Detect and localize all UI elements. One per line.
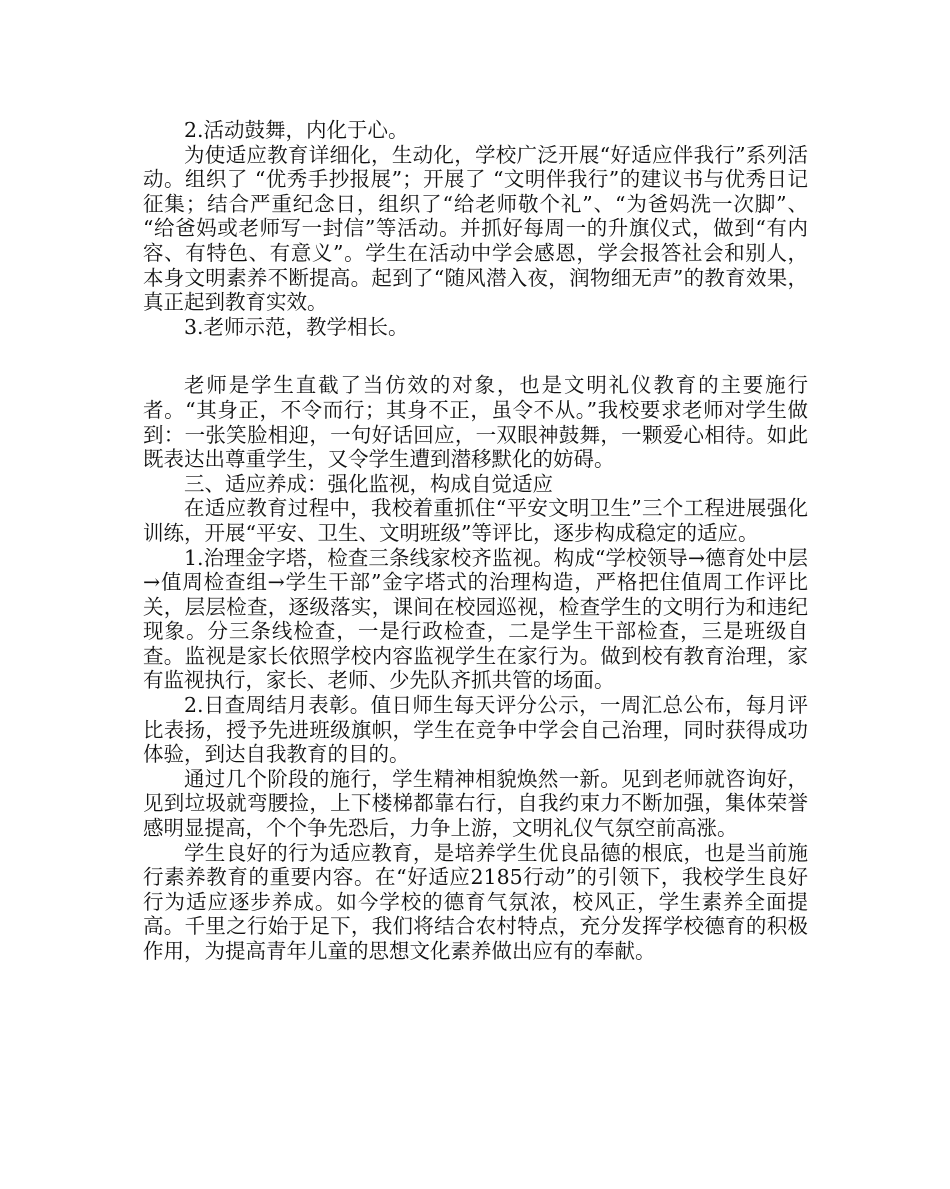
- paragraph-activities: 为使适应教育详细化，生动化，学校广泛开展“好适应伴我行”系列活动。组织了 “优秀手抄报展”；开展了 “文明伴我行”的建议书与优秀日记征集；结合严重纪念日，组织了“给老师敬个礼”、“为爸妈洗一次脚”、 “给爸妈或老师写一封信”等活动。并抓好每周一的升旗仪式，做到“有内容、有特色、有意义”。学生在活动中学会感恩，学会报答社会和别人，本身文明素养不断提高。起到了“随风潜入夜，润物细无声”的教育效果，真正起到教育实效。: [143, 142, 808, 315]
- paragraph-daily-check: 2.日查周结月表彰。值日师生每天评分公示，一周汇总公布，每月评比表扬，授予先进班级旗帜，学生在竞争中学会自己治理，同时获得成功体验，到达自我教育的目的。: [143, 693, 808, 767]
- paragraph-results: 通过几个阶段的施行，学生精神相貌焕然一新。见到老师就咨询好，见到垃圾就弯腰捡，上下楼梯都靠右行，自我约束力不断加强，集体荣誉感明显提高，个个争先恐后，力争上游，文明礼仪气氛空前高涨。: [143, 766, 808, 841]
- paragraph-conclusion: 学生良好的行为适应教育，是培养学生优良品德的根底，也是当前施行素养教育的重要内容。在“好适应2185行动”的引领下，我校学生良好行为适应逐步养成。如今学校的德育气氛浓，校风正，学生素养全面提高。千里之行始于足下，我们将结合农村特点，充分发挥学校德育的积极作用，为提高青年儿童的思想文化素养做出应有的奉献。: [143, 840, 808, 963]
- section-heading-habit-formation: 三、适应养成：强化监视，构成自觉适应: [184, 471, 553, 496]
- paragraph-habit-formation: 在适应教育过程中，我校着重抓住“平安文明卫生”三个工程进展强化训练，开展“平安、卫生、文明班级”等评比，逐步构成稳定的适应。: [143, 496, 808, 545]
- section-heading-teacher-example: 3.老师示范，教学相长。: [184, 314, 409, 339]
- document-page: [143, 118, 808, 964]
- paragraph-teacher-example: 老师是学生直截了当仿效的对象，也是文明礼仪教育的主要施行者。“其身正，不令而行；其身不正，虽令不从。”我校要求老师对学生做到：一张笑脸相迎，一句好话回应，一双眼神鼓舞，一颗爱心相待。如此既表达出尊重学生，又令学生遭到潜移默化的妨碍。: [143, 373, 808, 472]
- section-heading-activities: 2.活动鼓舞，内化于心。: [184, 118, 409, 142]
- paragraph-spacer: [143, 339, 808, 373]
- paragraph-pyramid-management: 1.治理金字塔，检查三条线家校齐监视。构成“学校领导→德育处中层→值周检查组→学生干部”金字塔式的治理构造，严格把住值周工作评比关，层层检查，逐级落实，课间在校园巡视，检查学生的文明行为和违纪现象。分三条线检查，一是行政检查，二是学生干部检查，三是班级自查。监视是家长依照学校内容监视学生在家行为。做到校有教育治理，家有监视执行，家长、老师、少先队齐抓共管的场面。: [143, 545, 808, 693]
